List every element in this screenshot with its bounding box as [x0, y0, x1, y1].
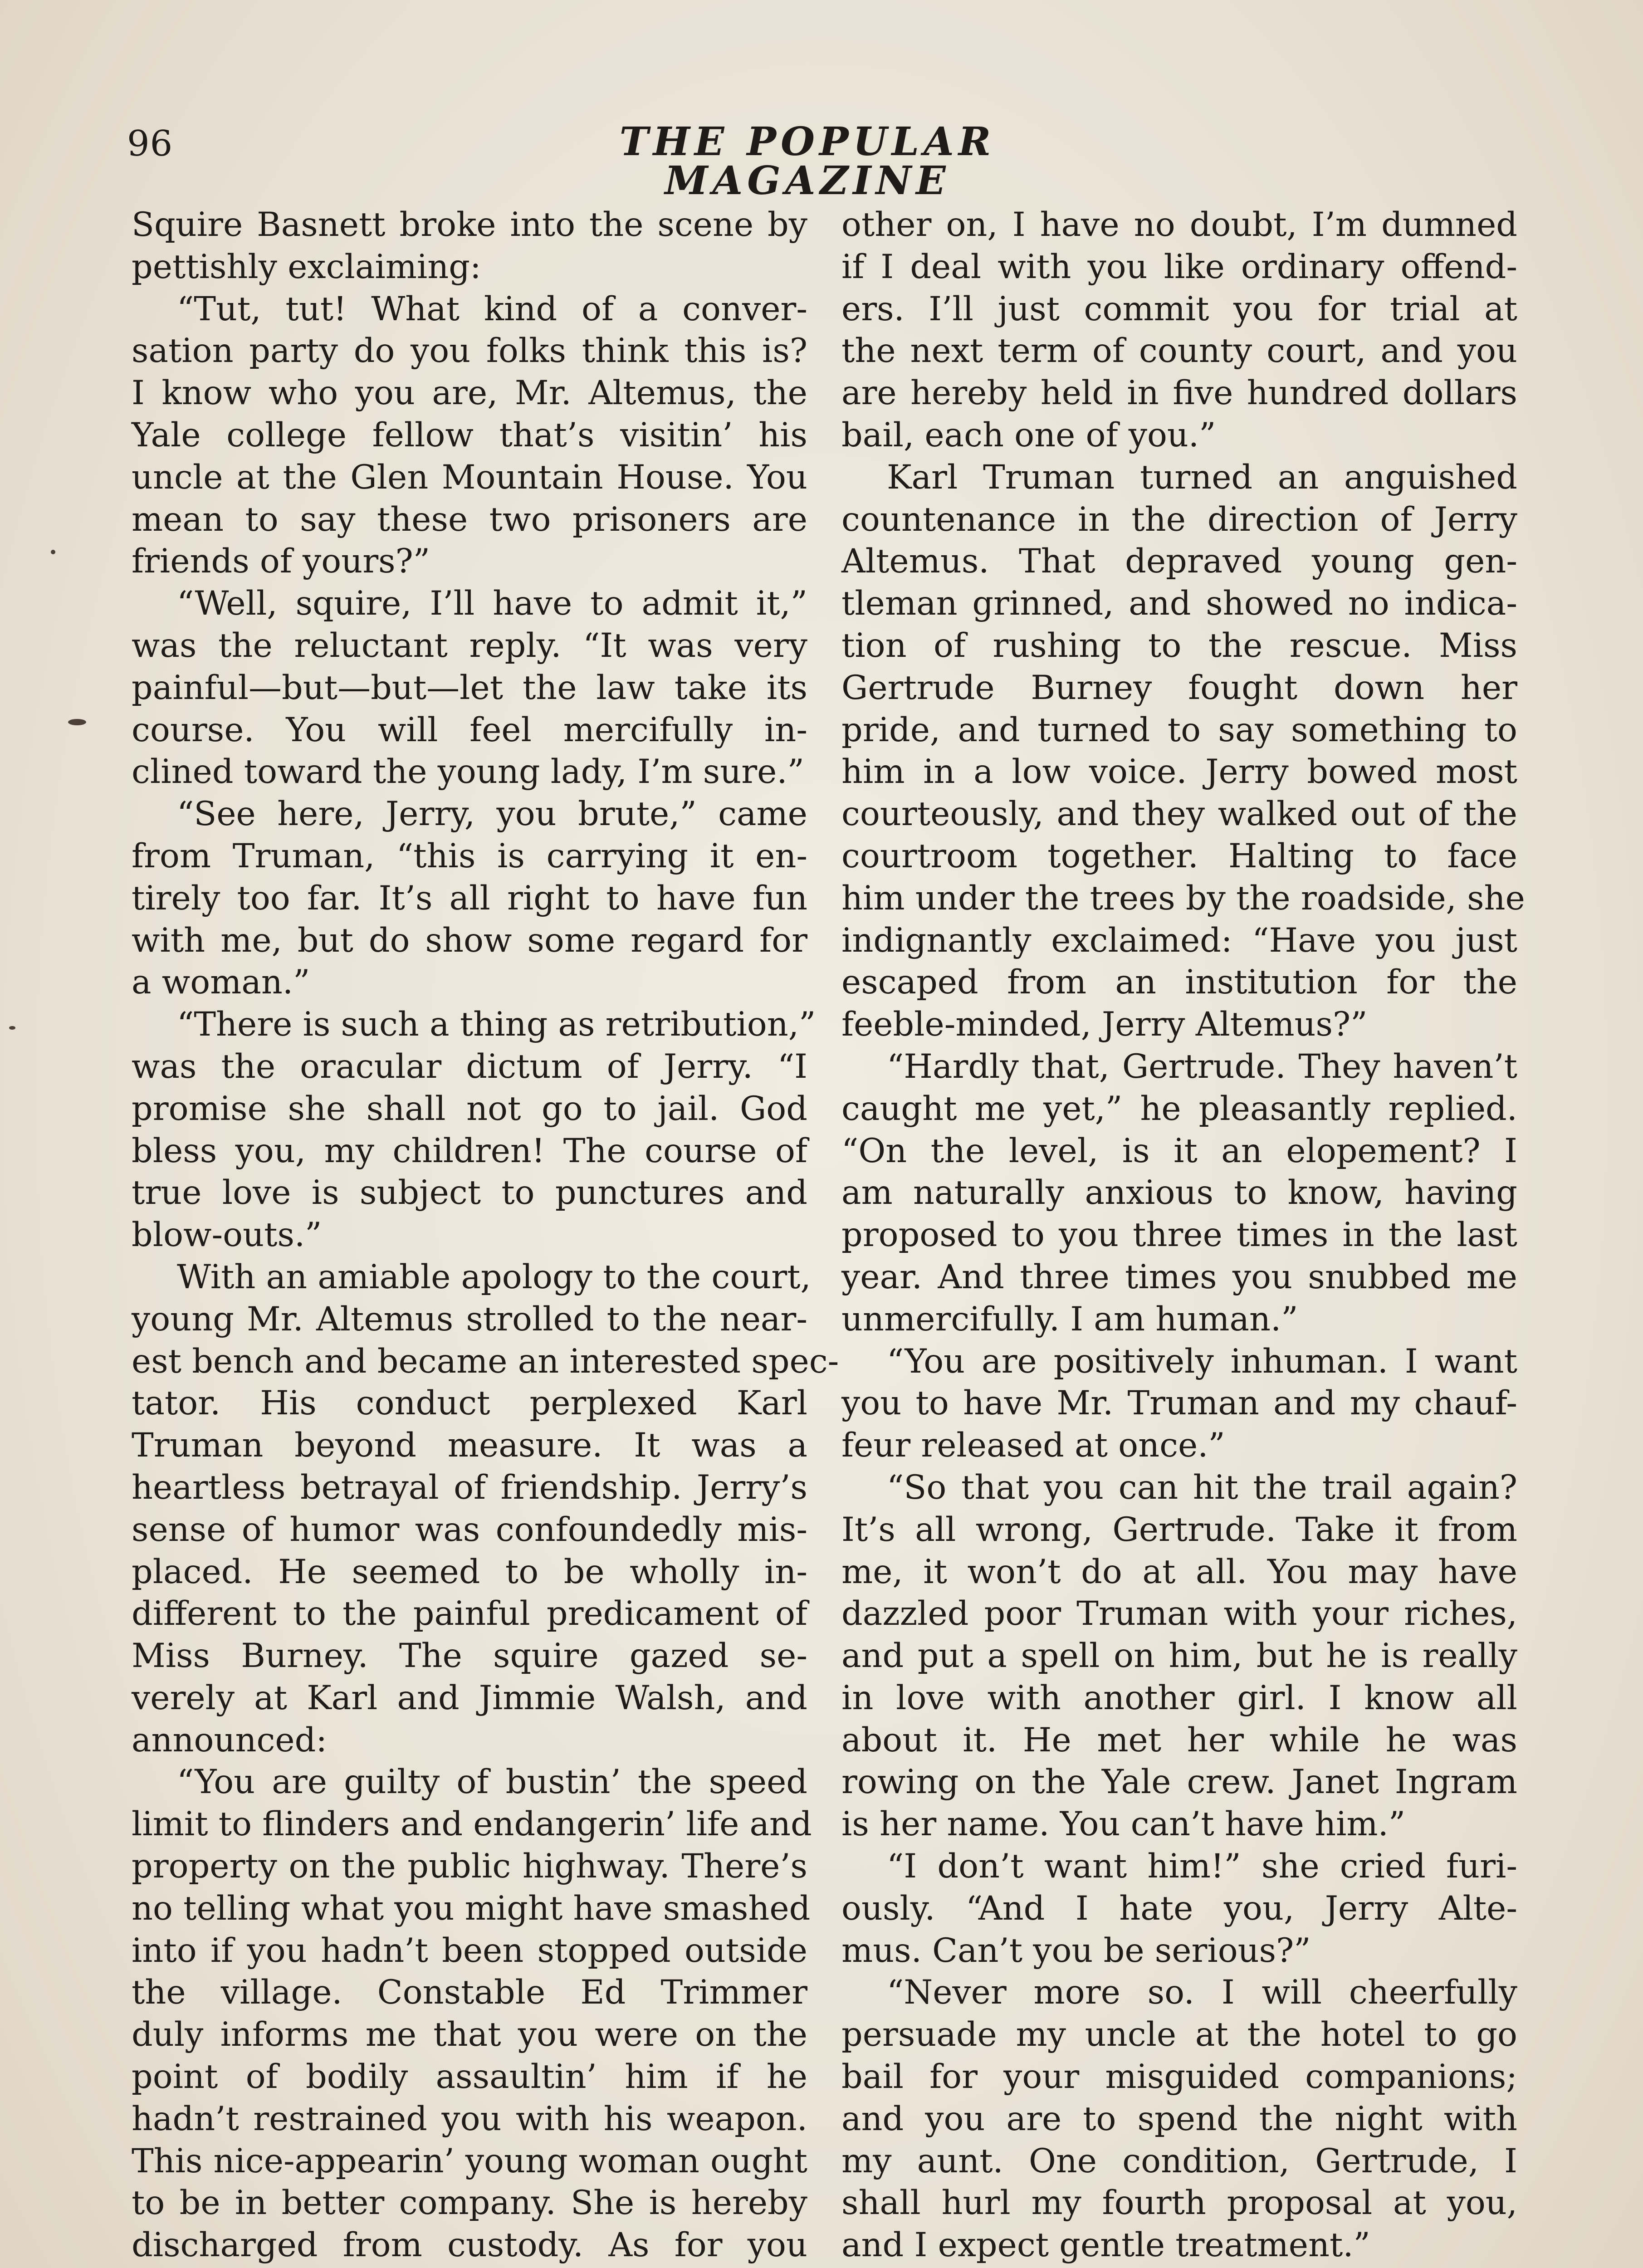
text-line: in love with another girl. I know all: [841, 1678, 1517, 1717]
text-line: rowing on the Yale crew. Janet Ingram: [841, 1763, 1517, 1802]
text-line: sation party do you folks think this is?: [132, 332, 807, 371]
scan-speck: [9, 1026, 15, 1030]
text-line: escaped from an institution for the: [841, 963, 1517, 1002]
text-line: into if you hadn’t been stopped outside: [132, 1931, 807, 1970]
text-line: Yale college fellow that’s visitin’ his: [132, 415, 807, 455]
text-line: other on, I have no doubt, I’m dumned: [841, 205, 1517, 244]
text-line: was the oracular dictum of Jerry. “I: [132, 1047, 807, 1086]
text-line: Truman beyond measure. It was a: [132, 1426, 807, 1465]
text-line: uncle at the Glen Mountain House. You: [132, 458, 807, 497]
text-line: indignantly exclaimed: “Have you just: [841, 921, 1517, 960]
text-line: “So that you can hit the trail again?: [887, 1468, 1517, 1507]
text-line: hadn’t restrained you with his weapon.: [132, 2099, 807, 2138]
text-line: you to have Mr. Truman and my chauf-: [841, 1384, 1517, 1423]
text-line: countenance in the direction of Jerry: [841, 500, 1517, 539]
text-line: me, it won’t do at all. You may have: [841, 1552, 1517, 1591]
text-line: promise she shall not go to jail. God: [132, 1089, 807, 1128]
text-line: Altemus. That depraved young gen-: [841, 542, 1517, 581]
text-line: ers. I’ll just commit you for trial at: [841, 289, 1517, 328]
text-line: caught me yet,” he pleasantly replied.: [841, 1089, 1517, 1128]
text-line: “Never more so. I will cheerfully: [887, 1973, 1517, 2012]
text-line: “I don’t want him!” she cried furi-: [887, 1847, 1517, 1886]
text-line: no telling what you might have smashed: [132, 1889, 811, 1928]
text-line: him under the trees by the roadside, she: [841, 879, 1525, 918]
text-line: painful—but—but—let the law take its: [132, 668, 807, 707]
text-line: friends of yours?”: [132, 542, 430, 581]
text-line: est bench and became an interested spec-: [132, 1342, 839, 1381]
text-line: placed. He seemed to be wholly in-: [132, 1552, 807, 1591]
text-line: bless you, my children! The course of: [132, 1131, 807, 1170]
page-number: 96: [127, 123, 173, 164]
text-line: dazzled poor Truman with your riches,: [841, 1594, 1517, 1633]
text-line: if I deal with you like ordinary offend-: [841, 247, 1517, 286]
text-line: about it. He met her while he was: [841, 1721, 1517, 1760]
text-line: pettishly exclaiming:: [132, 247, 481, 286]
text-line: Karl Truman turned an anguished: [887, 458, 1517, 497]
text-line: ously. “And I hate you, Jerry Alte-: [841, 1889, 1517, 1928]
text-line: shall hurl my fourth proposal at you,: [841, 2184, 1517, 2223]
text-line: tator. His conduct perplexed Karl: [132, 1384, 807, 1423]
text-line: feeble-minded, Jerry Altemus?”: [841, 1005, 1368, 1044]
text-line: the village. Constable Ed Trimmer: [132, 1973, 807, 2012]
text-line: the next term of county court, and you: [841, 332, 1517, 371]
text-line: proposed to you three times in the last: [841, 1216, 1517, 1255]
text-line: tirely too far. It’s all right to have fun: [132, 879, 807, 918]
text-line: is her name. You can’t have him.”: [841, 1805, 1406, 1844]
text-line: true love is subject to punctures and: [132, 1173, 807, 1212]
text-line: mean to say these two prisoners are: [132, 500, 807, 539]
text-line: This nice-appearin’ young woman ought: [132, 2141, 807, 2180]
text-line: and put a spell on him, but he is really: [841, 1637, 1517, 1676]
text-line: clined toward the young lady, I’m sure.”: [132, 753, 804, 792]
text-line: Gertrude Burney fought down her: [841, 668, 1517, 707]
text-line: are hereby held in five hundred dollars: [841, 374, 1517, 413]
text-line: mus. Can’t you be serious?”: [841, 1931, 1311, 1970]
text-line: with me, but do show some regard for: [132, 921, 807, 960]
text-line: bail for your misguided companions;: [841, 2058, 1517, 2097]
text-line: different to the painful predicament of: [132, 1594, 807, 1633]
text-line: from Truman, “this is carrying it en-: [132, 836, 807, 875]
scan-speck: [51, 550, 55, 554]
text-line: announced:: [132, 1721, 327, 1760]
text-line: With an amiable apology to the court,: [177, 1257, 811, 1296]
text-line: “See here, Jerry, you brute,” came: [177, 795, 807, 834]
scan-speck: [68, 719, 86, 725]
text-line: heartless betrayal of friendship. Jerry’s: [132, 1468, 807, 1507]
text-line: young Mr. Altemus strolled to the near-: [132, 1300, 807, 1339]
text-line: was the reluctant reply. “It was very: [132, 626, 807, 665]
text-line: him in a low voice. Jerry bowed most: [841, 753, 1517, 792]
running-head-title: THE POPULAR MAGAZINE: [619, 119, 996, 204]
text-line: blow-outs.”: [132, 1216, 322, 1255]
text-line: “There is such a thing as retribution,”: [177, 1005, 816, 1044]
text-line: “You are guilty of bustin’ the speed: [177, 1763, 807, 1802]
text-line: pride, and turned to say something to: [841, 710, 1517, 749]
text-line: property on the public highway. There’s: [132, 1847, 807, 1886]
text-line: “Tut, tut! What kind of a conver-: [177, 289, 807, 328]
text-line: to be in better company. She is hereby: [132, 2184, 807, 2223]
text-line: tion of rushing to the rescue. Miss: [841, 626, 1517, 665]
text-line: feur released at once.”: [841, 1426, 1225, 1465]
text-line: “You are positively inhuman. I want: [887, 1342, 1517, 1381]
text-line: my aunt. One condition, Gertrude, I: [841, 2141, 1517, 2180]
text-line: verely at Karl and Jimmie Walsh, and: [132, 1678, 807, 1717]
text-line: point of bodily assaultin’ him if he: [132, 2058, 807, 2097]
text-line: duly informs me that you were on the: [132, 2015, 807, 2054]
text-line: courteously, and they walked out of the: [841, 795, 1517, 834]
text-column-right: [841, 204, 1525, 2268]
text-line: limit to flinders and endangerin’ life and: [132, 1805, 812, 1844]
text-line: courtroom together. Halting to face: [841, 836, 1517, 875]
text-line: “Hardly that, Gertrude. They haven’t: [887, 1047, 1517, 1086]
text-line: a woman.”: [132, 963, 310, 1002]
text-line: Miss Burney. The squire gazed se-: [132, 1637, 807, 1676]
text-line: Squire Basnett broke into the scene by: [132, 205, 807, 244]
text-line: bail, each one of you.”: [841, 415, 1216, 455]
text-line: “On the level, is it an elopement? I: [841, 1131, 1517, 1170]
text-column-left: [132, 204, 839, 2268]
text-line: I know who you are, Mr. Altemus, the: [132, 374, 807, 413]
text-line: sense of humor was confoundedly mis-: [132, 1510, 807, 1549]
text-line: tleman grinned, and showed no indica-: [841, 584, 1517, 623]
text-line: “Well, squire, I’ll have to admit it,”: [177, 584, 807, 623]
text-line: persuade my uncle at the hotel to go: [841, 2015, 1517, 2054]
text-line: It’s all wrong, Gertrude. Take it from: [841, 1510, 1517, 1549]
text-line: year. And three times you snubbed me: [841, 1257, 1517, 1296]
text-line: and you are to spend the night with: [841, 2099, 1517, 2138]
text-line: unmercifully. I am human.”: [841, 1300, 1298, 1339]
text-line: course. You will feel mercifully in-: [132, 710, 807, 749]
text-line: discharged from custody. As for you: [132, 2226, 807, 2265]
text-line: am naturally anxious to know, having: [841, 1173, 1517, 1212]
text-line: and I expect gentle treatment.”: [841, 2226, 1370, 2265]
